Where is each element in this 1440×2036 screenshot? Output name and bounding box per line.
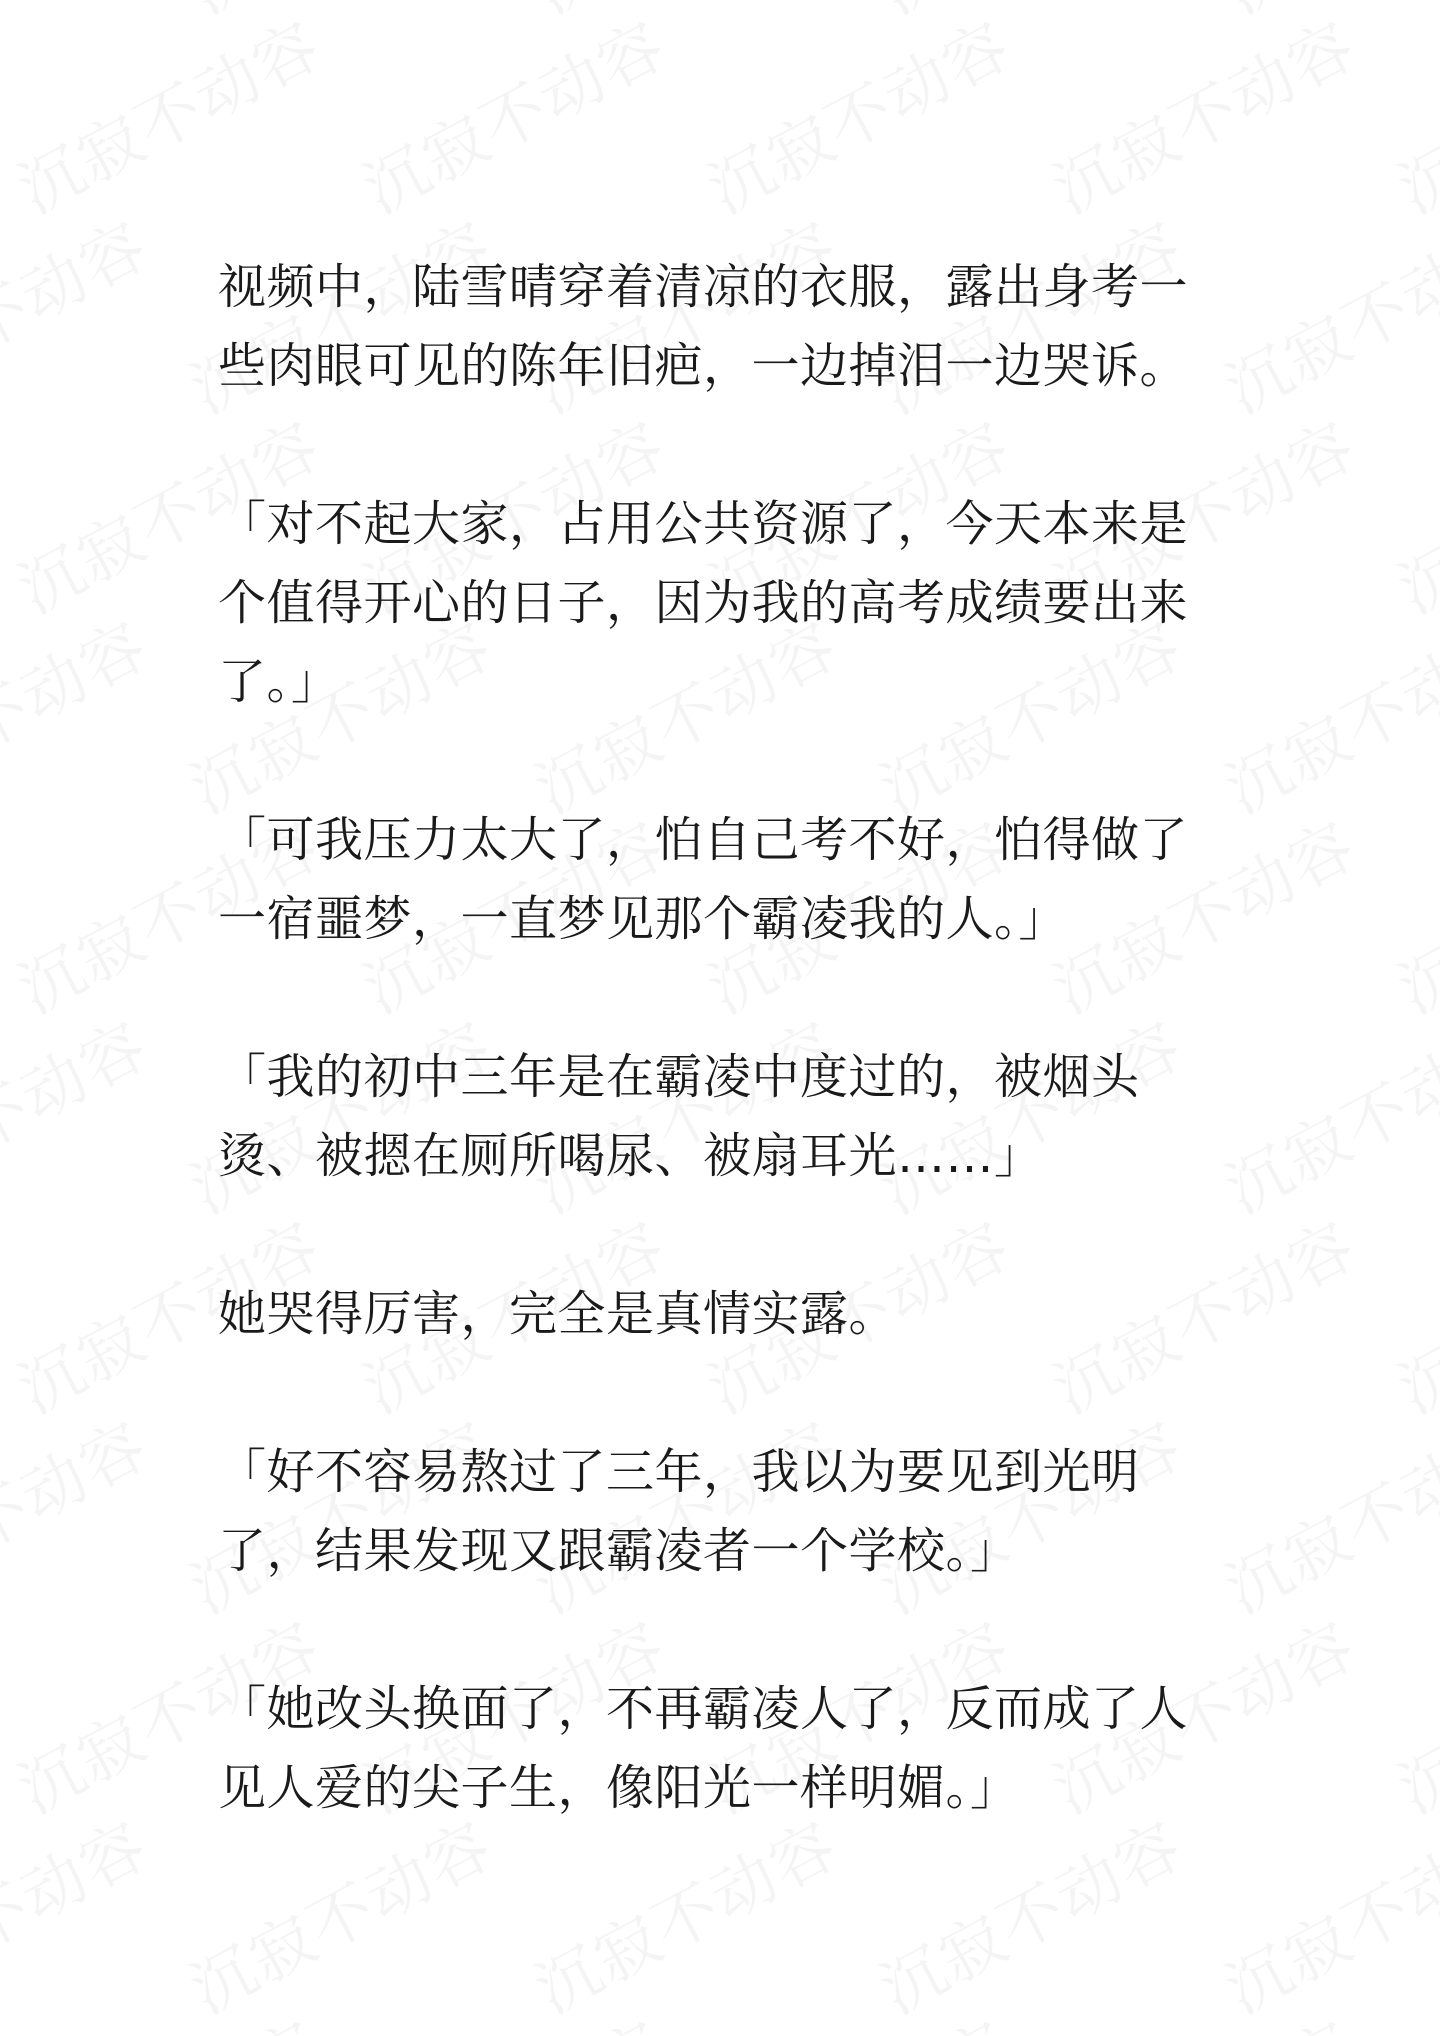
watermark-text bbox=[1380, 1595, 1440, 1831]
paragraph-7: 「她改头换面了，不再霸凌人了，反而成了人见人爱的尖子生，像阳光一样明媚。」 bbox=[218, 1681, 1189, 1816]
watermark-text bbox=[1207, 0, 1440, 31]
watermark-text bbox=[345, 0, 680, 231]
watermark-text bbox=[1380, 395, 1440, 631]
watermark-text bbox=[517, 0, 852, 31]
watermark-text bbox=[1207, 595, 1440, 831]
paragraph-2: 「对不起大家，占用公共资源了，今天本来是个值得开心的日子，因为我的高考成绩要出来了。」 bbox=[218, 496, 1189, 710]
paragraph-4: 「我的初中三年是在霸凌中度过的，被烟头烫、被摁在厕所喝尿、被扇耳光……」 bbox=[218, 1049, 1140, 1184]
watermark-text bbox=[0, 1995, 335, 2036]
watermark-text bbox=[1380, 795, 1440, 1031]
watermark-text bbox=[1207, 995, 1440, 1231]
watermark-text bbox=[1380, 0, 1440, 231]
watermark-text bbox=[0, 1795, 162, 2031]
watermark-text bbox=[1207, 1795, 1440, 2031]
watermark-text bbox=[0, 595, 162, 831]
watermark-text bbox=[1207, 195, 1440, 431]
watermark-text bbox=[1207, 1395, 1440, 1631]
watermark-text bbox=[690, 1995, 1025, 2036]
watermark-text bbox=[0, 995, 162, 1231]
watermark-text bbox=[690, 0, 1025, 231]
watermark-text bbox=[1035, 1995, 1370, 2036]
watermark-text bbox=[0, 0, 162, 31]
watermark-text bbox=[1035, 0, 1370, 231]
article-body bbox=[218, 248, 1228, 1907]
watermark-text bbox=[345, 1995, 680, 2036]
paragraph-3: 「可我压力太大了，怕自己考不好，怕得做了一宿噩梦，一直梦见那个霸凌我的人。」 bbox=[218, 812, 1189, 947]
paragraph-6: 「好不容易熬过了三年，我以为要见到光明了，结果发现又跟霸凌者一个学校。」 bbox=[218, 1444, 1140, 1579]
watermark-text bbox=[1380, 1995, 1440, 2036]
watermark-text bbox=[172, 0, 507, 31]
paragraph-1: 视频中，陆雪晴穿着清凉的衣服，露出身考一些肉眼可见的陈年旧疤，一边掉泪一边哭诉。 bbox=[218, 259, 1189, 394]
watermark-text bbox=[862, 0, 1197, 31]
watermark-text bbox=[0, 195, 162, 431]
watermark-text bbox=[0, 1395, 162, 1631]
paragraph-5: 她哭得厉害，完全是真情实露。 bbox=[218, 1286, 898, 1342]
watermark-text bbox=[1380, 1195, 1440, 1431]
watermark-text bbox=[0, 0, 335, 231]
